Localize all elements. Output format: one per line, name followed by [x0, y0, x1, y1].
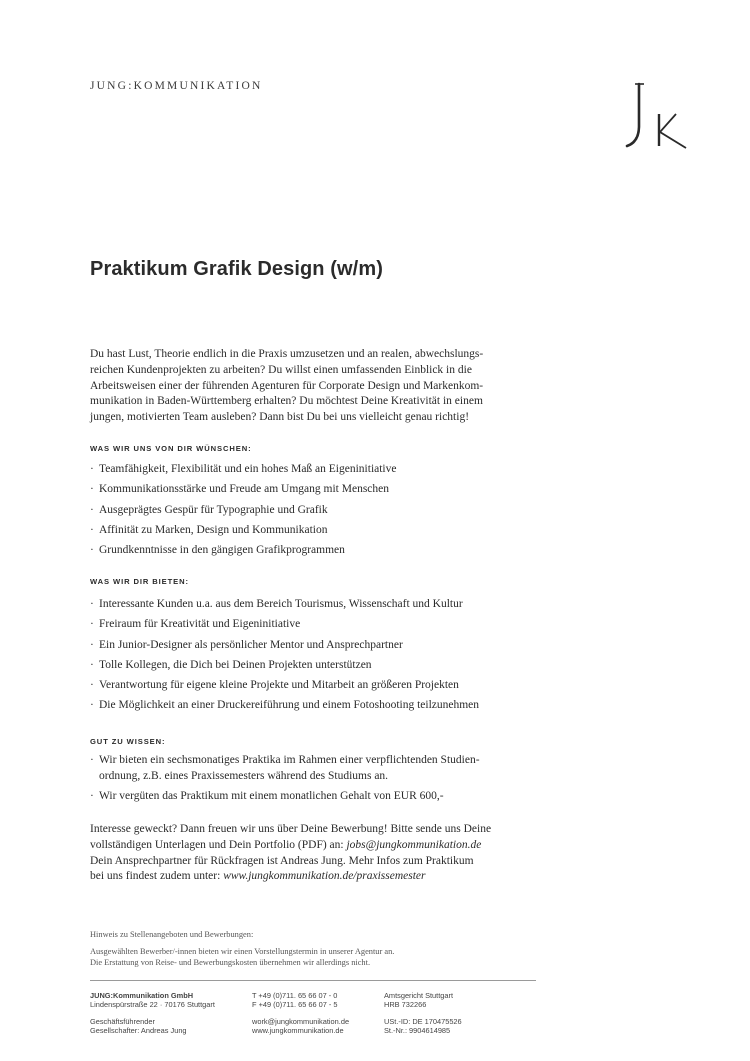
bullet: ·	[90, 790, 94, 802]
intro-line: jungen, motivierten Team ausleben? Dann bist Du bei uns vielleicht genau richtig!	[90, 411, 470, 424]
internship-info-link[interactable]: www.jungkommunikation.de/praxissemester	[223, 870, 426, 883]
footer-divider	[90, 980, 536, 981]
wishes-list	[90, 462, 550, 563]
note-heading: Hinweis zu Stellenangeboten und Bewerbungen:	[90, 930, 254, 939]
footer-company: JUNG:Kommunikation GmbH Lindenspürstraße 22 · 70176 Stuttgart Geschäftsführender Gesellschafter: Andreas Jung	[90, 991, 215, 1036]
list-item: · Interessante Kunden u.a. aus dem Bereich Tourismus, Wissenschaft und Kultur	[90, 598, 463, 610]
info-list	[90, 753, 550, 810]
list-item: · Affinität zu Marken, Design und Kommunikation	[90, 523, 328, 536]
bullet: ·	[90, 699, 94, 712]
section-heading-wishes: WAS WIR UNS VON DIR WÜNSCHEN:	[90, 444, 252, 453]
list-item: · Verantwortung für eigene kleine Projekte und Mitarbeit an größeren Projekten	[90, 679, 459, 692]
list-item: · Grundkenntnisse in den gängigen Grafikprogrammen	[90, 544, 345, 557]
bullet: ·	[90, 463, 94, 475]
bullet: ·	[90, 598, 94, 610]
intro-line: munikation in Baden-Württemberg erhalten? Du möchtest Deine Kreativität in einem	[90, 395, 483, 408]
bullet: ·	[90, 483, 94, 496]
page-title: Praktikum Grafik Design (w/m)	[90, 258, 383, 280]
fax-number: F +49 (0)711. 65 66 07 - 5	[252, 1000, 338, 1010]
bullet: ·	[90, 679, 94, 692]
jk-logo	[622, 80, 694, 152]
list-item: · Ausgeprägtes Gespür für Typographie und Grafik	[90, 503, 328, 516]
bullet: ·	[90, 754, 94, 766]
intro-paragraph	[90, 347, 530, 426]
bullet: ·	[90, 618, 94, 631]
phone-number[interactable]: T +49 (0)711. 65 66 07 - 0	[252, 991, 338, 1000]
list-item: · Teamfähigkeit, Flexibilität und ein hohes Maß an Eigeninitiative	[90, 463, 397, 475]
list-item: · Freiraum für Kreativität und Eigeninitiative	[90, 618, 301, 631]
bullet: ·	[90, 638, 94, 651]
list-item: · Tolle Kollegen, die Dich bei Deinen Projekten unterstützen	[90, 658, 372, 671]
footer-email-link[interactable]: work@jungkommunikation.de	[252, 1016, 350, 1026]
list-item: · Wir vergüten das Praktikum mit einem monatlichen Gehalt von EUR 600,-	[90, 790, 444, 802]
application-email-link[interactable]: jobs@jungkommunikation.de	[346, 838, 482, 851]
section-heading-info: GUT ZU WISSEN:	[90, 737, 166, 746]
closing-paragraph: Interesse geweckt? Dann freuen wir uns über Deine Bewerbung! Bitte sende uns Deine vollständigen Unterlagen und Dein Portfolio (PDF) an: jobs@jungkommunikation.de Dein Ansprechpartner für Rückfragen ist Andreas Jung. Mehr Infos zum Praktikum bei uns findest zudem unter: www.jungkommunikation.de/praxissemester	[90, 823, 492, 883]
intro-line: Arbeitsweisen einer der führenden Agenturen für Corporate Design und Markenkom-	[90, 379, 484, 392]
list-item: · Ein Junior-Designer als persönlicher Mentor und Ansprechpartner	[90, 638, 403, 651]
intro-line: Du hast Lust, Theorie endlich in die Praxis umzusetzen und an realen, abwechslungs-	[90, 348, 484, 360]
bullet: ·	[90, 523, 94, 536]
bullet: ·	[90, 503, 94, 516]
list-item: · Wir bieten ein sechsmonatiges Praktika im Rahmen einer verpflichtenden Studien- ordnung, z.B. eines Praxissemesters während des Studiums an.	[90, 754, 480, 782]
list-item: · Kommunikationsstärke und Freude am Umgang mit Menschen	[90, 483, 390, 496]
note-text: Ausgewählten Bewerber/-innen bieten wir einen Vorstellungstermin in unserer Agentur an. Die Erstattung von Reise- und Bewerbungskosten übernehmen wir allerdings nicht.	[90, 947, 395, 967]
section-heading-offer: WAS WIR DIR BIETEN:	[90, 577, 189, 586]
bullet: ·	[90, 544, 94, 557]
list-item: · Die Möglichkeit an einer Druckereiführung und einem Fotoshooting teilzunehmen	[90, 699, 480, 712]
brand-wordmark: JUNG:KOMMUNIKATION	[90, 80, 263, 92]
footer-legal: Amtsgericht Stuttgart HRB 732266 USt.-ID: DE 170475526 St.-Nr.: 9904614985	[384, 991, 462, 1036]
bullet: ·	[90, 658, 94, 671]
intro-line: reichen Kundenprojekten zu arbeiten? Du willst einen umfassenden Einblick in die	[90, 363, 472, 376]
offer-list	[90, 597, 550, 719]
footer-web-link[interactable]: www.jungkommunikation.de	[252, 1026, 344, 1036]
footer-contact	[252, 991, 349, 1036]
